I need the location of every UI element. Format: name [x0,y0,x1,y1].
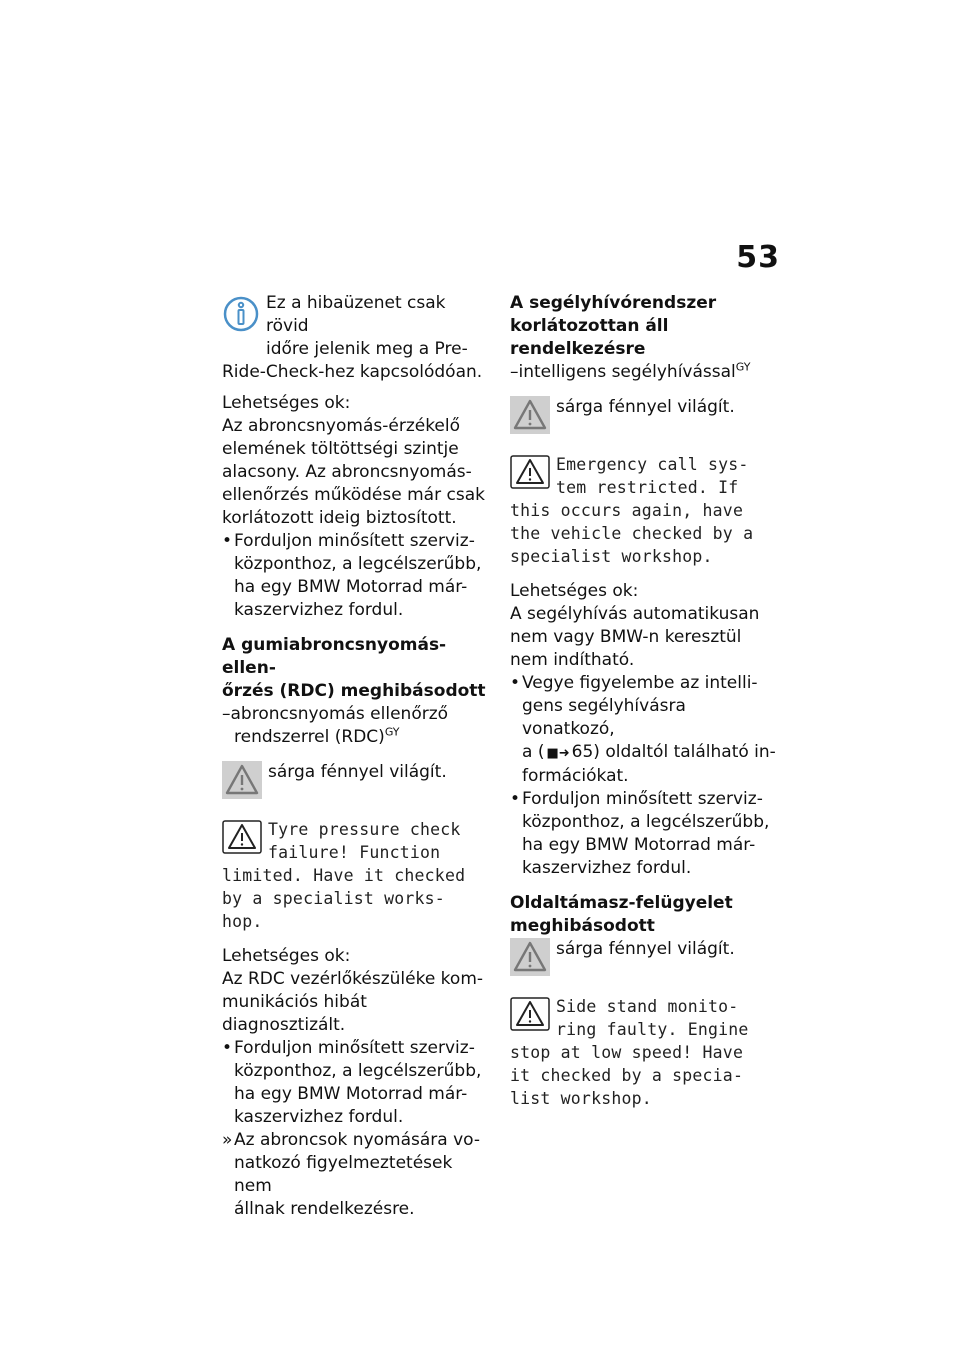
ref-page-text[interactable]: 65) oldaltól található in- [571,742,776,762]
cause-line: nem indítható. [510,650,635,670]
result-line: natkozó figyelmeztetések nem [234,1153,453,1196]
bullet-icon: • [222,531,233,551]
info-text-1: Ez a hibaüzenet csak rövid [266,293,446,336]
result-item [222,1129,492,1221]
result-mark: » [222,1130,233,1150]
display-line: Emergency call sys- [556,455,749,474]
page-reference-arrow-icon[interactable]: ■➜ [546,746,570,761]
bullet-line: Vegye figyelembe az intelli- [522,673,758,693]
display-line: Side stand monito- [556,997,739,1016]
cause-line: A segélyhívás automatikusan [510,604,760,624]
warning-light-row [222,761,492,806]
warning-light-text: sárga fénnyel világít. [556,397,735,417]
display-line: specialist workshop. [510,547,713,566]
display-message [510,995,780,1110]
info-text-3: Ride-Check-hez kapcsolódóan. [222,362,483,382]
bullet-line: kaszervizhez fordul. [234,600,404,620]
bullet-line: gens segélyhívásra vonatkozó, [522,696,686,739]
page-number: 53 [736,240,780,275]
result-line: állnak rendelkezésre. [234,1199,415,1219]
display-line: the vehicle checked by a [510,524,754,543]
info-text-2: időre jelenik meg a Pre- [266,339,468,359]
cause-label: Lehetséges ok: [222,946,351,966]
list-item [222,530,492,622]
right-column [510,292,780,1110]
display-line: this occurs again, have [510,501,744,520]
warning-display-icon [510,455,550,495]
bullet-line: központhoz, a legcélszerűbb, [234,554,482,574]
display-line: tem restricted. If [556,478,739,497]
warning-light-text: sárga fénnyel világít. [268,762,447,782]
section-heading: meghibásodott [510,916,655,936]
display-line: failure! Function [268,843,441,862]
warning-light-row [510,396,780,441]
display-line: it checked by a specia- [510,1066,744,1085]
display-line: stop at low speed! Have [510,1043,744,1062]
cause-line: ellenőrzés működése már csak [222,485,485,505]
list-item [510,672,780,788]
warning-triangle-icon [510,938,550,983]
bullet-line: ha egy BMW Motorrad már- [234,1084,468,1104]
bullet-icon: • [222,1038,233,1058]
country-superscript: GY [384,725,400,739]
section-subtitle [510,361,780,384]
bullet-icon: • [510,673,521,693]
subtitle-text: rendszerrel (RDC) [234,727,385,747]
bullet-line: központhoz, a legcélszerűbb, [522,812,770,832]
bullet-line: Forduljon minősített szerviz- [234,531,475,551]
section-heading: Oldaltámasz-felügyelet [510,893,733,913]
cause-line: korlátozott ideig biztosított. [222,508,457,528]
list-item [222,1037,492,1129]
result-line: Az abroncsok nyomására vo- [234,1130,481,1150]
warning-display-icon [222,820,262,860]
section-heading: rendelkezésre [510,339,646,359]
cause-label: Lehetséges ok: [510,581,639,601]
info-icon [222,294,260,341]
display-line: limited. Have it checked [222,866,466,885]
cause-line: nem vagy BMW-n keresztül [510,627,742,647]
display-line: ring faulty. Engine [556,1020,749,1039]
list-item [510,788,780,880]
warning-triangle-icon [510,396,550,441]
bullet-line: kaszervizhez fordul. [234,1107,404,1127]
info-note [222,292,492,384]
subtitle-text: –intelligens segélyhívással [510,362,736,382]
bullet-line: ha egy BMW Motorrad már- [234,577,468,597]
display-line: list workshop. [510,1089,652,1108]
display-line: by a specialist works- [222,889,445,908]
section-heading: őrzés (RDC) meghibásodott [222,681,486,701]
left-column [222,292,492,1221]
bullet-line: Forduljon minősített szerviz- [522,789,763,809]
section-heading: korlátozottan áll [510,316,669,336]
display-message [222,818,492,933]
section-subtitle: –abroncsnyomás ellenőrző [222,704,449,724]
section-heading: A segélyhívórendszer [510,293,717,313]
warning-display-icon [510,997,550,1037]
section-subtitle [222,726,492,749]
display-line: Tyre pressure check [268,820,461,839]
display-message [510,453,780,568]
bullet-line: Forduljon minősített szerviz- [234,1038,475,1058]
bullet-line: kaszervizhez fordul. [522,858,692,878]
warning-triangle-icon [222,761,262,806]
bullet-line: központhoz, a legcélszerűbb, [234,1061,482,1081]
warning-light-text: sárga fénnyel világít. [556,939,735,959]
ref-prefix: a ( [522,742,545,762]
cause-line: munikációs hibát diagnosztizált. [222,992,367,1035]
cause-line: alacsony. Az abroncsnyomás- [222,462,472,482]
cause-label: Lehetséges ok: [222,393,351,413]
country-superscript: GY [735,360,751,374]
bullet-line: ha egy BMW Motorrad már- [522,835,756,855]
display-line: hop. [222,912,263,931]
cause-line: elemének töltöttségi szintje [222,439,459,459]
cause-line: Az RDC vezérlőkészüléke kom- [222,969,484,989]
bullet-line: formációkat. [522,766,629,786]
section-heading: A gumiabroncsnyomás-ellen- [222,635,447,678]
bullet-icon: • [510,789,521,809]
bullet-line-ref [522,741,780,765]
cause-line: Az abroncsnyomás-érzékelő [222,416,461,436]
